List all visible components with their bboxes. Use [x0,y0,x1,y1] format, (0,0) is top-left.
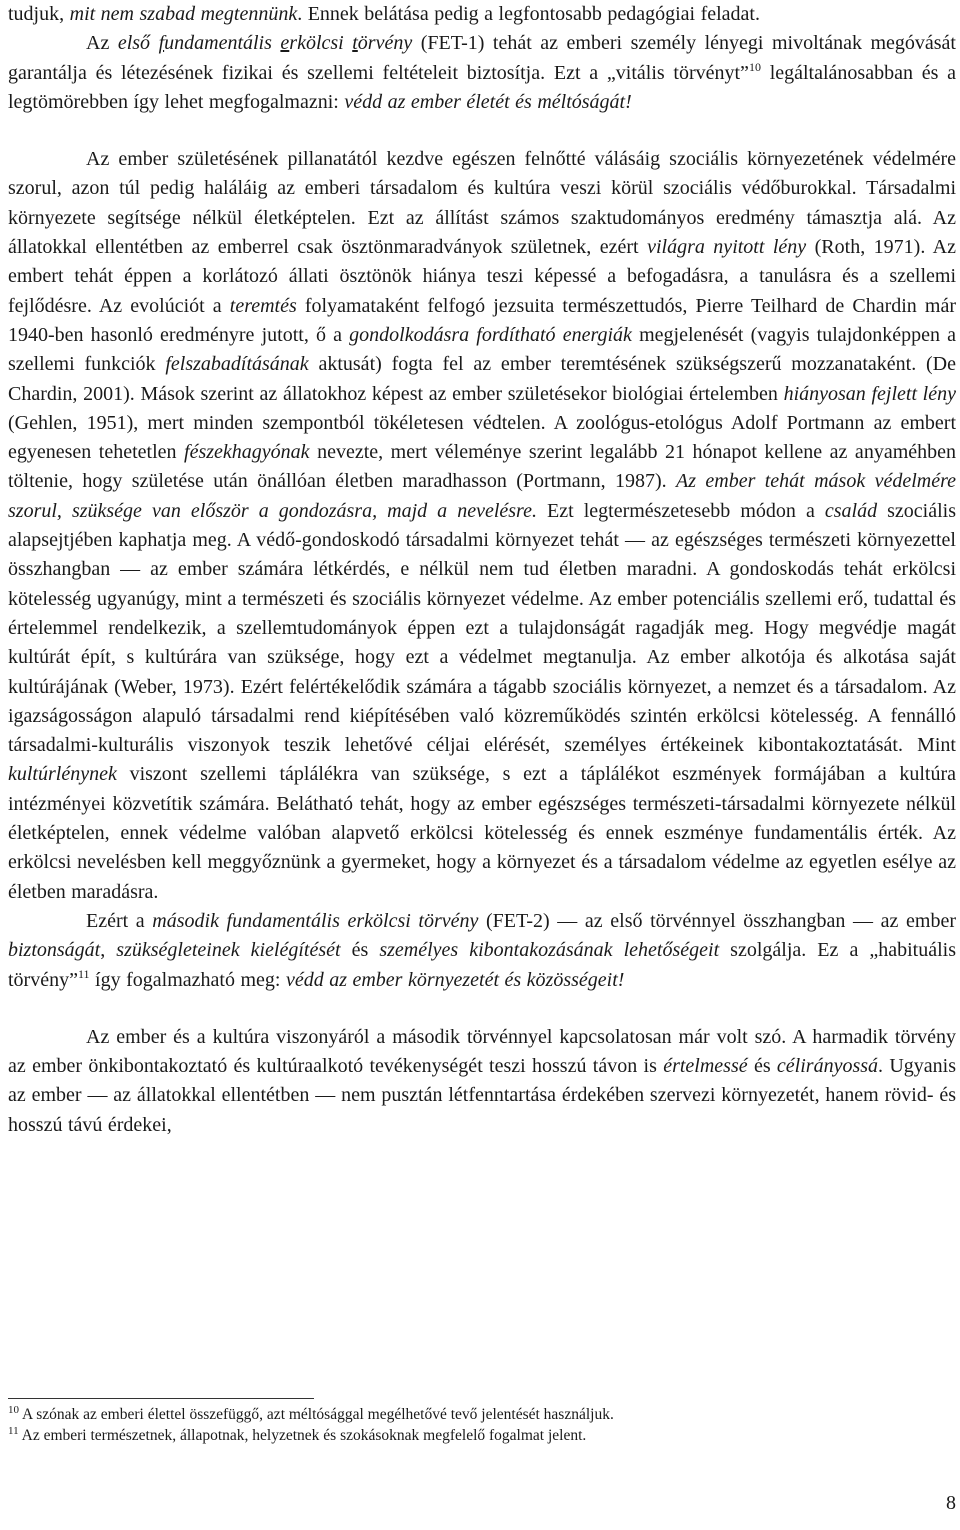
text-run: így fogalmazható meg: [89,968,286,991]
text-run: Ezért a [86,909,153,932]
italic-text: első [117,32,159,55]
italic-text: Az ember tehát mások védelmére szorul, szüksége van először a gondozásra, majd a nevelésre. [8,470,956,522]
italic-text: fészekhagyónak [184,441,310,464]
text-run: folyamataként felfogó jezsuita természettudós, Pierre Teilhard de Chardin már 1940-ben hasonló eredményre jutott, ő a [8,294,956,346]
text-run: szociális alapsejtjében kaphatja meg. A védő-gondoskodó társadalmi környezet tehát — az egészséges természeti környezettel összhangban — az ember számára létkérdés, e nélkül nem tud életben maradni. A gondoskodás tehát erkölcsi kötelesség ugyanúgy, mint a természeti és szociális környezet védelme. Az ember potenciális szellemi erő, tudattal és értelemmel rendelkezik, a szellemtudományok éppen ezt a tulajdonságát ragadják meg. Hogy megvédje magát kultúrát épít, s kultúrára van szüksége, hogy ezt a védelmet megtanulja. Az ember alkotója és alkotása saját kultúrájának (Weber, 1973). Ezért felértékelődik számára a tágabb szociális környezet, a nemzet és a társadalom. Az igazságosságon alapuló társadalmi rend kiépítésében való közreműködés szintén erkölcsi kötelesség. A fennálló társadalmi-kulturális viszonyok teszik lehetővé céljai elérését, személyes értékeinek kibontakoztatását. Mint [8,499,956,757]
paragraph-p2 [8,29,956,117]
italic-text: család [824,499,878,522]
italic-text: világra nyitott lény [647,236,807,259]
text-run: viszont szellemi táplálékra van szüksége, s ezt a táplálékot eszmények formájában a kultúra intézményei közvetítik számára. Belátható tehát, hogy az ember egészséges természeti-társadalmi környezete nélkül életképtelen, ennek védelme valóban alapvető erkölcsi kötelesség és ennek eszménye fundamentális érték. Az erkölcsi nevelésben kell meggyőznünk a gyermeket, hogy a környezet és a társadalom védelme az egyetlen esélye az életben maradásra. [8,763,956,903]
footnote-reference: 11 [77,966,90,981]
footnote-number: 11 [8,1425,19,1437]
footnote-text: A szónak az emberi élettel összefüggő, azt méltósággal megélhetővé tevő jelentését használjuk. [22,1406,614,1423]
text-run: tudjuk, [8,3,70,25]
italic-text: rkölcsi [289,32,353,55]
underlined-initial: t [352,32,358,55]
italic-text: kultúrlénynek [8,763,117,786]
italic-text: védd az ember környezetét és közösségeit! [285,968,625,991]
text-run: szolgálja. Ez a „habituális törvény” [8,939,957,991]
paragraph-p1 [8,0,956,29]
text-run: (FET-1) tehát az emberi személy lényegi mivoltának megóvását garantálja és létezésének fizikai és szellemi feltételeit biztosítja. Ezt a „vitális törvényt” [8,32,956,84]
paragraph-p4 [8,907,956,995]
text-run: Az ember születésének pillanatától kezdve egészen felnőtté válásáig szociális környezetének védelmére szorul, azon túl pedig haláláig az emberi társadalom és kultúra veszi körül szociális védőburokkal. Társadalmi környezete segítsége nélkül életképtelen. Ezt az állítást számos szaktudományos eredmény támasztja alá. Az állatokkal ellentétben az emberrel csak ösztönmaradványok születnek, ezért [8,148,956,259]
italic-text: személyes kibontakozásának lehetőségeit [379,939,720,962]
footnote-reference: 10 [748,59,761,74]
underlined-initial: f [158,32,165,55]
paragraph-p5 [8,1023,956,1140]
text-run: . Ennek belátása pedig a legfontosabb pedagógiai feladat. [297,3,760,25]
italic-text: biztonságát [8,939,101,962]
page-number: 8 [946,1492,956,1514]
text-run: nevezte, mert véleménye szerint legalább 21 hónapot kellene az anyaméhben töltenie, hogy születése után önállóan életben maradhasson (Portmann, 1987). [8,441,957,493]
italic-text: mit nem szabad megtennünk [69,3,298,25]
text-run: megjelenését (vagyis tulajdonképpen a szellemi funkciók [8,323,956,376]
italic-text: célirányossá [776,1055,879,1078]
italic-text: örvény [357,32,413,55]
footnote-text: Az emberi természetnek, állapotnak, helyzetnek és szokásoknak megfelelő fogalmat jelent. [21,1427,587,1444]
text-run: Az [86,32,118,55]
text-run: Ezt legtermészetesebb módon a [536,499,825,522]
text-run: Az ember és a kultúra viszonyáról a második törvénnyel kapcsolatosan már volt szó. A harmadik törvény az ember önkibontakoztató és kultúraalkotó tevékenységét teszi hosszú távon is [8,1025,956,1078]
italic-text: undamentális [164,32,281,55]
footnote-10 [8,1404,956,1425]
text-run: legáltalánosabban és a legtömörebben így lehet megfogalmazni: [8,61,956,113]
footnote-number: 10 [8,1404,19,1416]
text-run: (FET-2) — az első törvénnyel összhangban — az ember [478,909,956,932]
text-run: . Ugyanis az ember — az állatokkal ellentétben — nem pusztán létfenntartása érdekében szervezi környezetét, hanem rövid- és hosszú távú érdekei, [8,1055,956,1136]
text-run: (Roth, 1971). Az embert tehát éppen a korlátozó állati ösztönök hiánya teszi képessé a befogadásra, a tanulásra és a szellemi fejlődésre. Az evolúciót a [8,236,957,317]
text-run: és [340,939,380,962]
italic-text: védd az ember életét és méltóságát! [344,90,632,113]
italic-text: második fundamentális erkölcsi törvény [152,909,479,932]
italic-text: értelmessé [663,1055,748,1078]
italic-text: felszabadításának [165,353,309,376]
footnotes [8,1404,956,1446]
footnote-11 [8,1425,956,1446]
document-page [8,0,956,1530]
italic-text: hiányosan fejlett lény [783,382,956,405]
italic-text: szükségleteinek kielégítését [116,939,341,962]
text-run: , [100,939,117,962]
text-run: és [747,1055,777,1078]
footnote-separator [8,1398,314,1399]
italic-text: teremtés [229,294,297,317]
italic-text: gondolkodásra fordítható energiák [349,323,632,346]
body-text [8,0,956,1140]
text-run: (Gehlen, 1951), mert minden szempontból tökéletesen védtelen. A zoológus-etológus Adolf Portmann az embert egyenesen tehetetlen [8,411,956,464]
paragraph-p3 [8,145,956,907]
text-run: aktusát) fogta fel az ember teremtésének szükségszerű mozzanataként. (De Chardin, 2001). Mások szerint az állatokhoz képest az ember születésekor biológiai értelemben [8,353,956,405]
underlined-initial: e [280,32,290,55]
